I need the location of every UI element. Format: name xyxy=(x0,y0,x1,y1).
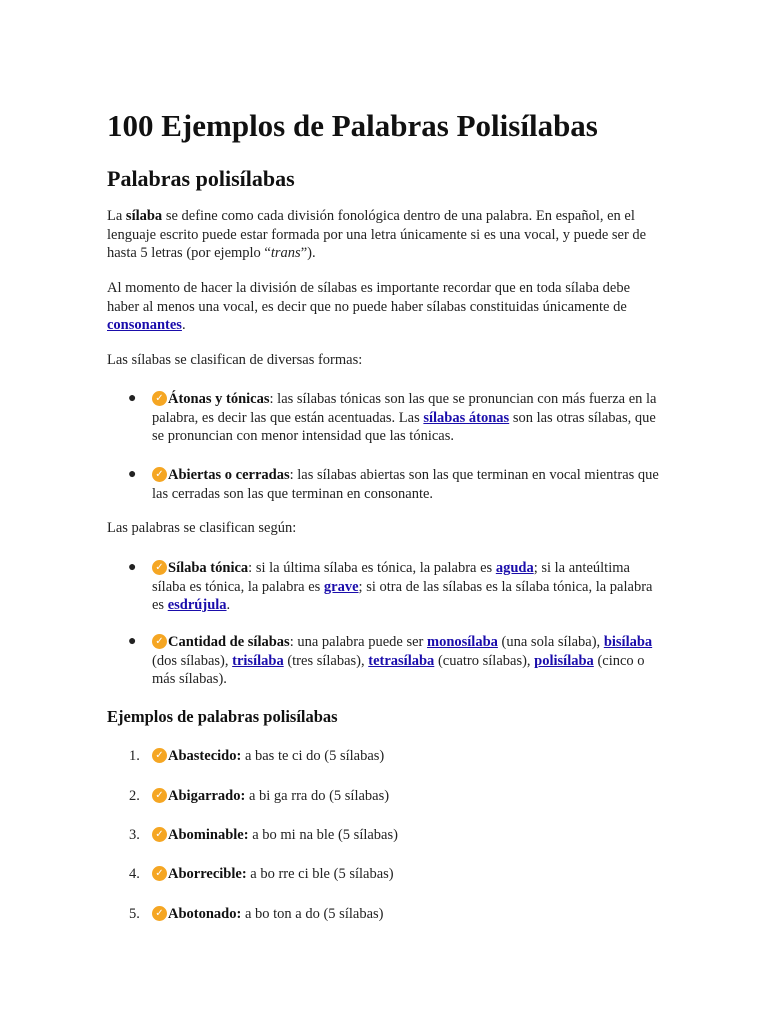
text: son las otras sílabas, que se pronuncian con menor intensidad que las tónicas. xyxy=(152,409,656,444)
check-circle-icon: ✓ xyxy=(152,827,167,842)
paragraph-word-classification-intro: Las palabras se clasifican según: xyxy=(107,520,297,536)
bullet-dot: ● xyxy=(128,467,137,482)
text: : si la última sílaba es tónica, la palabra es xyxy=(248,560,496,576)
check-circle-icon: ✓ xyxy=(152,467,167,482)
text: Al momento de hacer la división de sílabas es importante recordar que en toda sílaba debe haber al menos una vocal, es decir que no puede haber sílabas constituidas únicamente de xyxy=(107,280,631,315)
item-number: 5. xyxy=(129,906,140,922)
check-circle-icon: ✓ xyxy=(152,866,167,881)
example-word: Aborrecible: xyxy=(168,866,247,882)
bullet-dot: ● xyxy=(128,560,137,575)
example-item xyxy=(129,865,662,884)
text: (cuatro sílabas), xyxy=(434,652,535,669)
section-title: Palabras polisílabas xyxy=(107,166,295,191)
syllable-split: a bo ton a do (5 sílabas) xyxy=(241,906,384,922)
list-item-silaba-tonica xyxy=(128,559,662,615)
check-circle-icon: ✓ xyxy=(152,634,167,649)
link-trisilaba[interactable]: trisílaba xyxy=(232,652,284,669)
paragraph-syllable-definition xyxy=(107,207,662,263)
bullet-dot: ● xyxy=(128,634,137,649)
item-number: 4. xyxy=(129,866,140,882)
syllable-split: a bo rre ci ble (5 sílabas) xyxy=(246,866,394,882)
check-circle-icon: ✓ xyxy=(152,788,167,803)
example-word: Abominable: xyxy=(168,827,249,843)
link-esdrujula[interactable]: esdrújula xyxy=(167,597,227,613)
link-consonantes[interactable]: consonantes xyxy=(107,317,182,333)
text: . xyxy=(181,317,186,333)
link-bisilaba[interactable]: bisílaba xyxy=(603,634,653,650)
italic-example: trans xyxy=(270,245,301,261)
example-item xyxy=(129,905,662,924)
text: ”). xyxy=(300,245,316,261)
link-monosilaba[interactable]: monosílaba xyxy=(426,634,498,650)
text: (una sola sílaba), xyxy=(497,634,604,650)
example-item xyxy=(129,747,662,766)
page-title: 100 Ejemplos de Palabras Polisílabas xyxy=(107,108,598,143)
text: ; si la anteúltima sílaba es tónica, la palabra es xyxy=(152,560,630,595)
link-silabas-atonas[interactable]: sílabas átonas xyxy=(423,409,510,426)
text: : una palabra puede ser xyxy=(289,634,427,650)
check-circle-icon: ✓ xyxy=(152,748,167,763)
text: (tres sílabas), xyxy=(283,652,369,669)
list-item-cantidad-silabas xyxy=(128,633,662,689)
list-item-abiertas-cerradas xyxy=(128,466,662,503)
bold-term: sílaba xyxy=(125,208,163,224)
example-word: Abigarrado: xyxy=(168,788,246,804)
text: . xyxy=(226,597,231,613)
check-circle-icon: ✓ xyxy=(152,560,167,575)
check-circle-icon: ✓ xyxy=(152,391,167,406)
link-aguda[interactable]: aguda xyxy=(495,560,534,576)
text: se define como cada división fonológica dentro de una palabra. En español, en el lenguaje escrito puede estar formada por una letra únicamente si es una vocal, y puede ser de hasta 5 letras (por ejemplo “ xyxy=(107,208,647,261)
syllable-split: a bas te ci do (5 sílabas) xyxy=(241,748,385,764)
check-circle-icon: ✓ xyxy=(152,906,167,921)
text: (dos sílabas), xyxy=(152,652,233,669)
text: ; si otra de las sílabas es la sílaba tónica, la palabra es xyxy=(152,578,653,613)
syllable-split: a bo mi na ble (5 sílabas) xyxy=(248,827,398,843)
bold-term: Sílaba tónica xyxy=(168,560,249,576)
item-number: 1. xyxy=(129,748,140,764)
bold-term: Átonas y tónicas xyxy=(168,391,270,407)
list-item-atonas-tonicas xyxy=(128,390,662,446)
text: : las sílabas tónicas son las que se pronuncian con más fuerza en la palabra, es decir las que están acentuadas. Las xyxy=(152,391,657,426)
bullet-dot: ● xyxy=(128,391,137,406)
syllable-split: a bi ga rra do (5 sílabas) xyxy=(245,788,390,804)
link-tetrasilaba[interactable]: tetrasílaba xyxy=(368,652,435,669)
example-item xyxy=(129,787,662,806)
link-polisilaba[interactable]: polisílaba xyxy=(534,652,594,669)
paragraph-syllable-division xyxy=(107,279,662,335)
example-word: Abastecido: xyxy=(168,748,242,764)
text: : las sílabas abiertas son las que terminan en vocal mientras que las cerradas son las que terminan en consonante. xyxy=(152,467,659,502)
paragraph-classification-intro: Las sílabas se clasifican de diversas formas: xyxy=(107,352,363,368)
item-number: 3. xyxy=(129,827,140,843)
bold-term: Cantidad de sílabas xyxy=(168,634,290,650)
example-word: Abotonado: xyxy=(168,906,242,922)
bold-term: Abiertas o cerradas xyxy=(168,467,290,483)
text: (cinco o más sílabas). xyxy=(152,652,645,687)
examples-heading: Ejemplos de palabras polisílabas xyxy=(107,707,338,726)
link-grave[interactable]: grave xyxy=(323,578,359,595)
item-number: 2. xyxy=(129,788,140,804)
example-item xyxy=(129,826,662,845)
text: La xyxy=(107,208,126,224)
